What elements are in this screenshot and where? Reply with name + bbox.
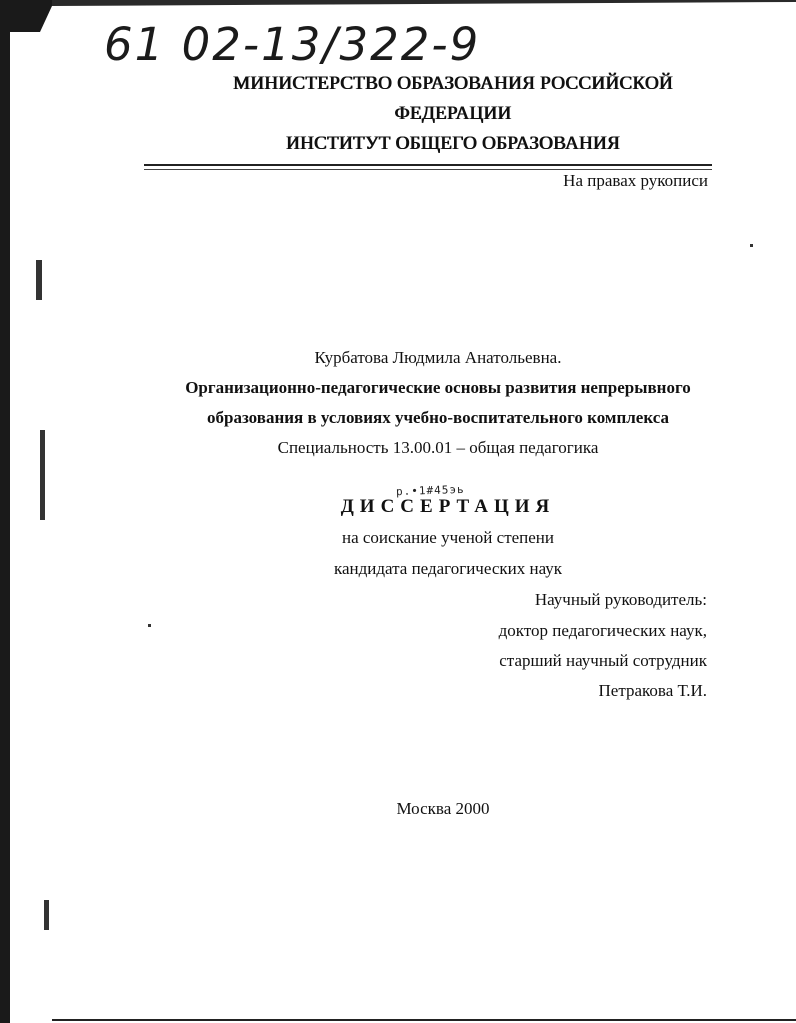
supervisor-degree: доктор педагогических наук, <box>498 621 707 640</box>
library-stamp: р.•1#45эь <box>395 482 465 499</box>
city-year: Москва 2000 <box>396 799 490 818</box>
supervisor-name: Петракова Т.И. <box>598 681 707 700</box>
header-rule <box>144 164 712 166</box>
institute-name: ИНСТИТУТ ОБЩЕГО ОБРАЗОВАНИЯ <box>286 133 620 154</box>
author-name: Курбатова Людмила Анатольевна. <box>314 348 562 367</box>
manuscript-rights-note: На правах рукописи <box>563 171 708 190</box>
supervisor-label: Научный руководитель: <box>534 590 707 609</box>
scan-bottom-line <box>52 1019 796 1021</box>
scan-speck <box>148 624 151 627</box>
header-rule-thin <box>144 169 712 170</box>
scan-speck <box>36 260 42 300</box>
scan-speck <box>750 244 753 247</box>
document-type: ДИССЕРТАЦИЯ <box>340 496 556 517</box>
thesis-title-line-1: Организационно-педагогические основы развития непрерывного <box>185 378 691 397</box>
handwritten-catalog-number: 61 02-13/322-9 <box>104 18 481 71</box>
ministry-line-2: ФЕДЕРАЦИИ <box>394 103 512 124</box>
specialty: Специальность 13.00.01 – общая педагогика <box>277 438 599 457</box>
scan-speck <box>44 900 49 930</box>
degree-line-1: на соискание ученой степени <box>341 528 555 547</box>
thesis-title-line-2: образования в условиях учебно-воспитательного комплекса <box>207 408 669 427</box>
supervisor-position: старший научный сотрудник <box>499 651 707 670</box>
degree-line-2: кандидата педагогических наук <box>333 559 563 578</box>
ministry-line-1: МИНИСТЕРСТВО ОБРАЗОВАНИЯ РОССИЙСКОЙ <box>233 73 673 94</box>
